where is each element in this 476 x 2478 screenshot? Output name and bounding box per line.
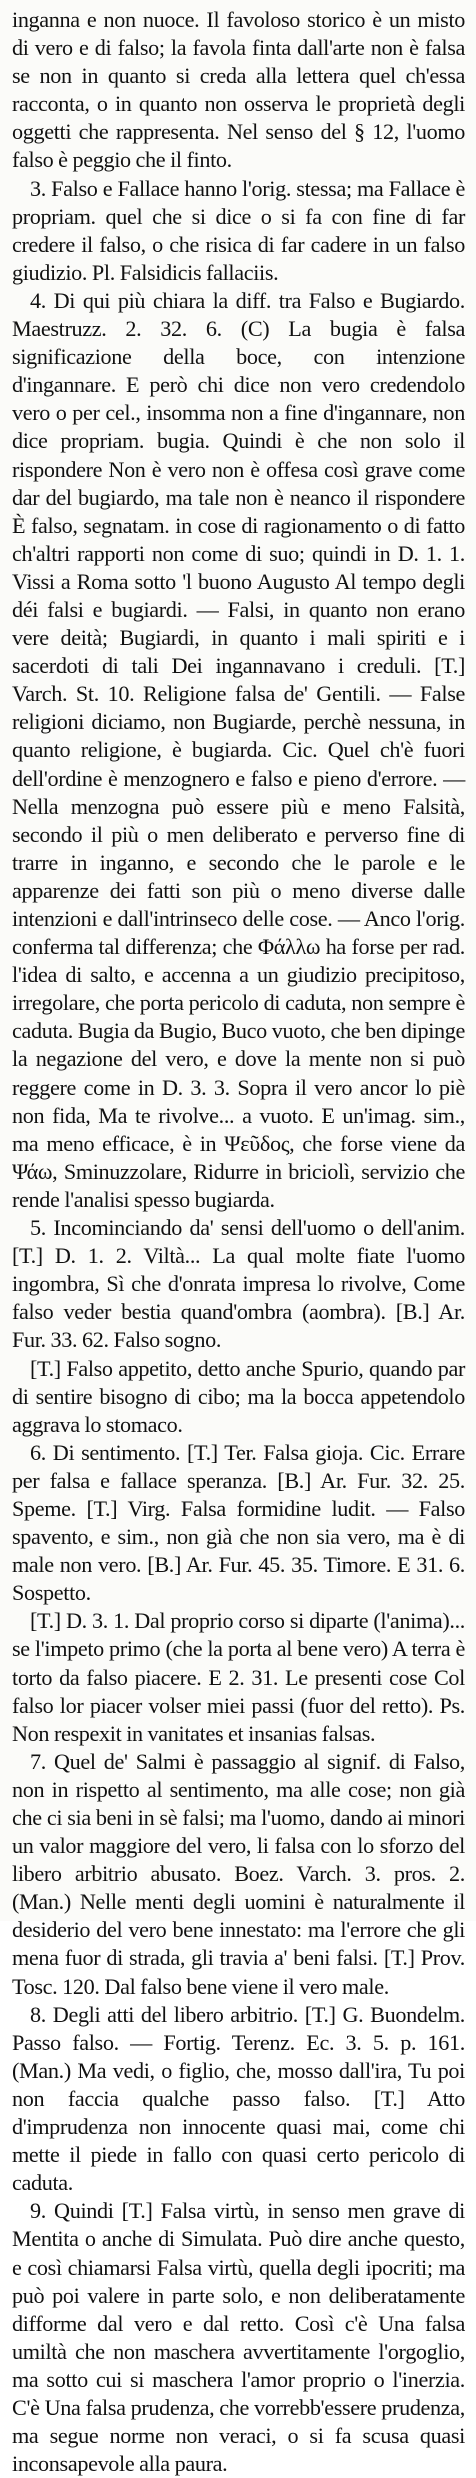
paragraph-text: [T.] Falso appetito, detto anche Spurio, quando par di sentire bisogno di cibo; ma la bocca appetendolo aggrava lo stomaco. bbox=[12, 1355, 470, 1437]
paragraph-text: 3. Falso e Fallace hanno l'orig. stessa; ma Fallace è propriam. quel che si dice o si fa con fine di far credere il falso, o che risica di far cadere in un falso giudizio. Pl. Falsidicis fallaciis. bbox=[12, 175, 470, 285]
paragraph-sense-3 bbox=[12, 175, 470, 287]
paragraph-text: [T.] D. 3. 1. Dal proprio corso si diparte (l'anima)... se l'impeto primo (che la porta al bene vero) A terra è torto da falso piacere. E 2. 31. Le presenti cose Col falso lor piacer volser miei passi (fuor del retto). Ps. Non respexit in vanitates et insanias falsas. bbox=[12, 1608, 470, 1746]
paragraph-sense-6 bbox=[12, 1439, 470, 1608]
paragraph-sense-9 bbox=[12, 2197, 470, 2478]
paragraph-dante-quote bbox=[12, 1607, 470, 1747]
paragraph-falso-appetito bbox=[12, 1355, 470, 1439]
paragraph-text: 8. Degli atti del libero arbitrio. [T.] G. Buondelm. Passo falso. — Fortig. Terenz. Ec. 3. 5. p. 161. (Man.) Ma vedi, o figlio, che, mosso dall'ira, Tu poi non faccia qualche passo falso. [T.] Atto d'imprudenza non innocente quasi mai, come chi mette il piede in fallo con quasi certo pericolo di caduta. bbox=[12, 2001, 470, 2196]
paragraph-text: 6. Di sentimento. [T.] Ter. Falsa gioja. Cic. Errare per falsa e fallace speranza. [B.] Ar. Fur. 32. 25. Speme. [T.] Virg. Falsa formidine ludit. — Falso spavento, e sim., non già che non sia vero, ma è di male non vero. [B.] Ar. Fur. 45. 35. Timore. E 31. 6. Sospetto. bbox=[12, 1439, 470, 1606]
paragraph-text: 5. Incominciando da' sensi dell'uomo o dell'anim. [T.] D. 1. 2. Viltà... La qual molte fiate l'uomo ingombra, Sì che d'onrata impresa lo rivolve, Come falso veder bestia quand'ombra (aombra). [B.] Ar. Fur. 33. 62. Falso sogno. bbox=[12, 1215, 470, 1353]
paragraph-falso-intro bbox=[12, 6, 470, 175]
paragraph-text: 9. Quindi [T.] Falsa virtù, in senso men grave di Mentita o anche di Simulata. Può dire anche questo, e così chiamarsi Falsa virtù, quella degli ipocriti; ma può poi valere in parte solo, e non deliberatamente difforme dal vero e dal retto. Così c'è Una falsa umiltà che non maschera avvertitamente l'orgoglio, ma sotto cui si maschera l'amor proprio o l'inerzia. C'è Una falsa prudenza, che vorrebb'essere prudenza, ma segue norme non veraci, o si fa scusa quasi inconsapevole alla paura. bbox=[12, 2198, 470, 2477]
paragraph-text: 7. Quel de' Salmi è passaggio al signif. di Falso, non in rispetto al sentimento, ma alle cose; non già che ci sia beni in sè falsi; ma l'uomo, dando ai minori un valor maggiore del vero, li falsa con lo sforzo del libero arbitrio abusato. Boez. Varch. 3. pros. 2. (Man.) Nelle menti degli uomini è naturalmente il desiderio del vero bene innestato: ma l'errore che gli mena fuor di strada, gli travia a' beni falsi. [T.] Prov. Tosc. 120. Dal falso bene viene il vero male. bbox=[12, 1748, 470, 1999]
paragraph-sense-8 bbox=[12, 2001, 470, 2198]
paragraph-text: inganna e non nuoce. Il favoloso storico è un misto di vero e di falso; la favola finta dall'arte non è falsa se non in quanto si creda alla lettera quel ch'essa racconta, o in quanto non osserva le proprietà degli oggetti che rappresenta. Nel senso del § 12, l'uomo falso è peggio che il finto. bbox=[12, 7, 470, 173]
paragraph-sense-5 bbox=[12, 1214, 470, 1354]
paragraph-text: 4. Di qui più chiara la diff. tra Falso e Bugiardo. Maestruzz. 2. 32. 6. (C) La bugia è falsa significazione della boce, con intenzione d'ingannare. E però chi dice non vero credendolo vero o per cel., insomma non a fine d'ingannare, non dice propriam. bugia. Quindi è che non solo il rispondere Non è vero non è offesa così grave come dar del bugiardo, ma tale non è neanco il rispondere È falso, segnatam. in cose di ragionamento o di fatto ch'altri rapporti non come di suo; quindi in D. 1. 1. Vissi a Roma sotto 'l buono Augusto Al tempo degli déi falsi e bugiardi. — Falsi, in quanto non erano vere deità; Bugiardi, in quanto i mali spiriti e i sacerdoti di tali Dei ingannavano i creduli. [T.] Varch. St. 10. Religione falsa de' Gentili. — False religioni diciamo, non Bugiarde, perchè nessuna, in quanto religione, è bugiarda. Cic. Quel ch'è fuori dell'ordine è menzognero e falso e pieno d'errore. —Nella menzogna può essere più e meno Falsità, secondo il più o men deliberato e perverso fine di trarre in inganno, e secondo che le parole e le apparenze dei fatti son più o meno diverse dalle intenzioni e dall'intrinseco delle cose. — Anco l'orig. conferma tal differenza; che Φάλλω ha forse per rad. l'idea di salto, e accenna a un giudizio precipitoso, irregolare, che porta pericolo di caduta, non sempre è caduta. Bugia da Bugio, Buco vuoto, che ben dipinge la negazione del vero, e dove la mente non si può reggere come in D. 3. 3. Sopra il vero ancor lo piè non fida, Ma te rivolve... a vuoto. E un'imag. sim., ma meno efficace, è in Ψεῦδος, che forse viene da Ψάω, Sminuzzolare, Ridurre in briciolì, servizio che rende l'analisi spesso bugiarda. bbox=[12, 287, 470, 1212]
paragraph-sense-7 bbox=[12, 1748, 470, 2001]
paragraph-sense-4 bbox=[12, 287, 470, 1214]
